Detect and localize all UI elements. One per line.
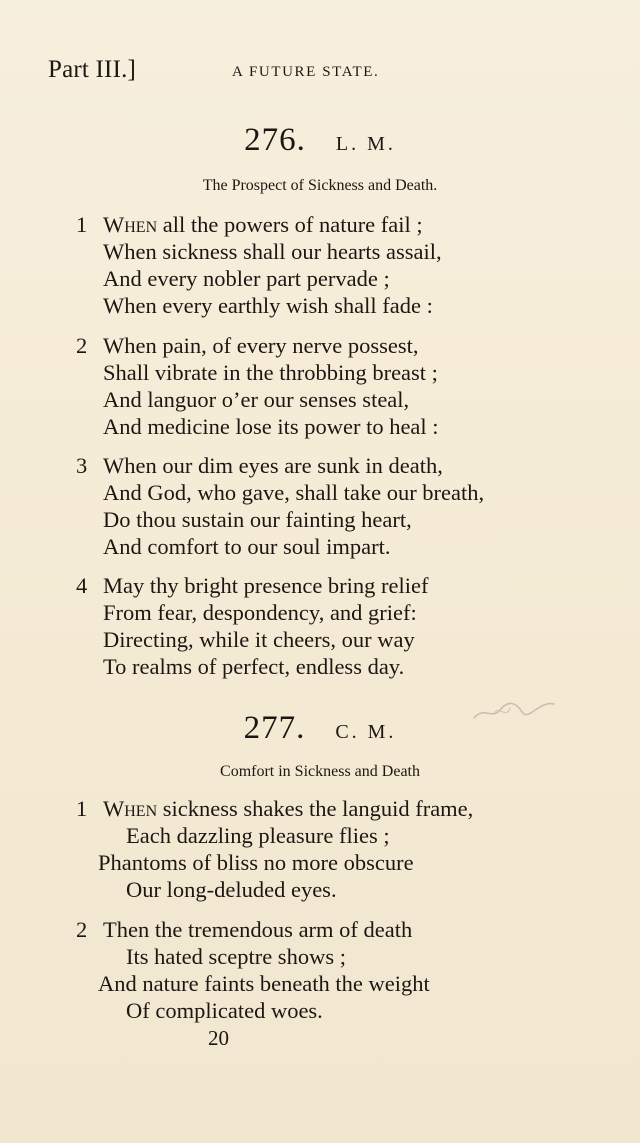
verse-line: [76, 359, 616, 386]
verse-line: [76, 943, 616, 970]
verse-text: sickness shakes the languid frame,: [157, 796, 474, 821]
verse-text: Its hated sceptre shows ;: [126, 944, 346, 969]
verse-line: [76, 413, 616, 440]
verse-text: Our long-deluded eyes.: [126, 877, 337, 902]
verse-text: Do thou sustain our fainting heart,: [103, 507, 412, 532]
verse-text: May thy bright presence bring relief: [103, 573, 429, 598]
verse-line: [76, 265, 616, 292]
stanza-number: 2: [76, 333, 88, 358]
verse-line: [76, 997, 616, 1024]
verse-text: Phantoms of bliss no more obscure: [98, 850, 414, 875]
stanza-number: 1: [76, 796, 88, 821]
verse-text: To realms of perfect, endless day.: [103, 654, 405, 679]
verse-line: [76, 849, 616, 876]
stanza-number: 2: [76, 917, 88, 942]
hymn-number: 277.: [243, 710, 306, 746]
verse-line: [76, 506, 616, 533]
verse-text: And every nobler part pervade ;: [103, 266, 390, 291]
hymn-276-stanza-1: [76, 211, 616, 319]
verse-line: [76, 970, 616, 997]
hymn-276-heading: [0, 122, 640, 159]
stanza-number: 1: [76, 212, 88, 237]
section-title: A FUTURE STATE.: [232, 64, 380, 80]
verse-text: And comfort to our soul impart.: [103, 534, 391, 559]
page-number: 20: [208, 1026, 229, 1050]
verse-text: When pain, of every nerve possest,: [103, 333, 419, 358]
part-label: Part III.]: [48, 56, 137, 83]
verse-text: Directing, while it cheers, our way: [103, 627, 415, 652]
hymn-277-title: Comfort in Sickness and Death: [220, 763, 420, 780]
verse-line: [76, 386, 616, 413]
verse-line: [76, 916, 616, 943]
drop-word: When: [103, 796, 158, 821]
stanza-number: 3: [76, 453, 88, 478]
verse-line: [76, 653, 616, 680]
verse-text: And languor o’er our senses steal,: [103, 387, 410, 412]
verse-text: When our dim eyes are sunk in death,: [103, 453, 443, 478]
verse-line: [76, 332, 616, 359]
hymn-meter: L. M.: [335, 133, 396, 155]
verse-text: Of complicated woes.: [126, 998, 323, 1023]
verse-line: [76, 479, 616, 506]
stanza-number: 4: [76, 573, 88, 598]
verse-text: From fear, despondency, and grief:: [103, 600, 417, 625]
verse-line: [76, 626, 616, 653]
hymn-276-stanza-4: [76, 572, 616, 680]
verse-text: all the powers of nature fail ;: [157, 212, 423, 237]
verse-line: [76, 238, 616, 265]
verse-text: Then the tremendous arm of death: [103, 917, 413, 942]
hymn-number: 276.: [244, 122, 306, 158]
verse-text: When every earthly wish shall fade :: [103, 293, 433, 318]
verse-line: [76, 876, 616, 903]
verse-line: [76, 292, 616, 319]
verse-text: When sickness shall our hearts assail,: [103, 239, 442, 264]
hymn-277-stanza-2: [76, 916, 616, 1024]
verse-text: And God, who gave, shall take our breath,: [103, 480, 485, 505]
hymn-meter: C. M.: [335, 721, 397, 743]
hymn-276-stanza-2: [76, 332, 616, 440]
verse-line: [76, 533, 616, 560]
verse-line: [76, 822, 616, 849]
drop-word: When: [103, 212, 158, 237]
hymn-277-heading: [0, 710, 640, 747]
verse-line: [76, 795, 616, 822]
hymn-276-stanza-3: [76, 452, 616, 560]
verse-text: Each dazzling pleasure flies ;: [126, 823, 390, 848]
verse-text: Shall vibrate in the throbbing breast ;: [103, 360, 438, 385]
verse-line: [76, 452, 616, 479]
verse-text: And medicine lose its power to heal :: [103, 414, 439, 439]
hymn-277-stanza-1: [76, 795, 616, 903]
running-head: [48, 56, 608, 86]
verse-line: [76, 211, 616, 238]
hymn-276-title: The Prospect of Sickness and Death.: [202, 177, 438, 194]
verse-line: [76, 572, 616, 599]
verse-text: And nature faints beneath the weight: [98, 971, 430, 996]
verse-line: [76, 599, 616, 626]
